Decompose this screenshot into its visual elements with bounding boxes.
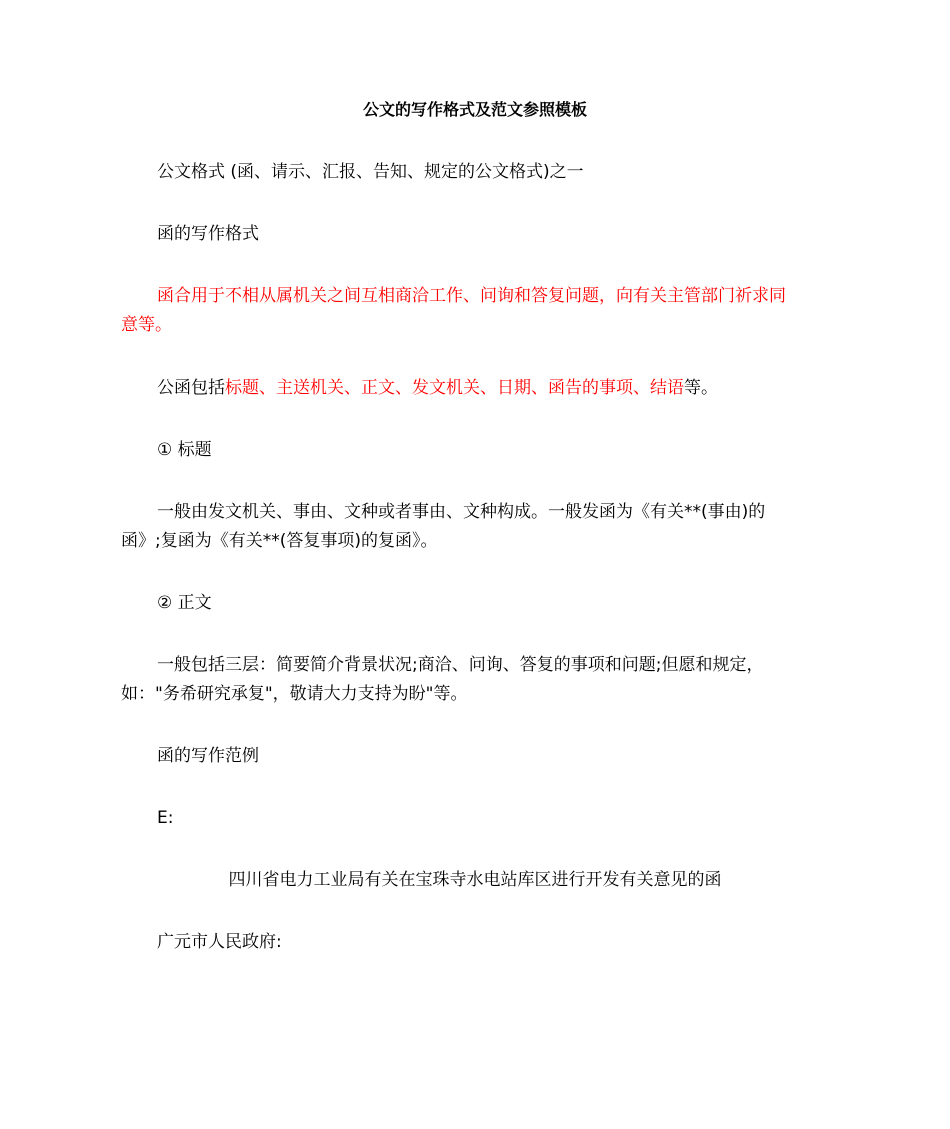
heading-example: 函的写作范例 bbox=[157, 746, 259, 766]
letter-title: 四川省电力工业局有关在宝珠寺水电站库区进行开发有关意见的函 bbox=[228, 870, 722, 890]
paragraph-format-intro: 公文格式 (函、请示、汇报、告知、规定的公文格式)之一 bbox=[157, 162, 584, 182]
heading-letter-format: 函的写作格式 bbox=[157, 224, 259, 244]
document-title: 公文的写作格式及范文参照模板 bbox=[362, 100, 587, 119]
paragraph-letter-usage-line2: 意等。 bbox=[121, 315, 172, 335]
components-highlight: 标题、主送机关、正文、发文机关、日期、函告的事项、结语 bbox=[225, 378, 684, 398]
paragraph-body-rule-line1: 一般包括三层：简要简介背景状况;商洽、问询、答复的事项和问题;但愿和规定， bbox=[157, 655, 764, 675]
heading-title-section: ① 标题 bbox=[157, 440, 212, 460]
components-suffix: 等。 bbox=[684, 378, 718, 398]
components-prefix: 公函包括 bbox=[157, 378, 225, 398]
letter-salutation: 广元市人民政府: bbox=[157, 932, 282, 952]
paragraph-title-rule-line2: 函》;复函为《有关**(答复事项)的复函》。 bbox=[121, 531, 438, 551]
paragraph-title-rule-line1: 一般由发文机关、事由、文种或者事由、文种构成。一般发函为《有关**(事由)的 bbox=[157, 502, 766, 522]
example-label: E: bbox=[157, 808, 174, 828]
paragraph-letter-components bbox=[157, 376, 718, 400]
heading-body-section: ② 正文 bbox=[157, 593, 212, 613]
paragraph-letter-usage-line1: 函合用于不相从属机关之间互相商洽工作、问询和答复问题，向有关主管部门祈求同 bbox=[157, 286, 786, 306]
paragraph-body-rule-line2: 如："务希研究承复"，敬请大力支持为盼"等。 bbox=[121, 684, 468, 704]
